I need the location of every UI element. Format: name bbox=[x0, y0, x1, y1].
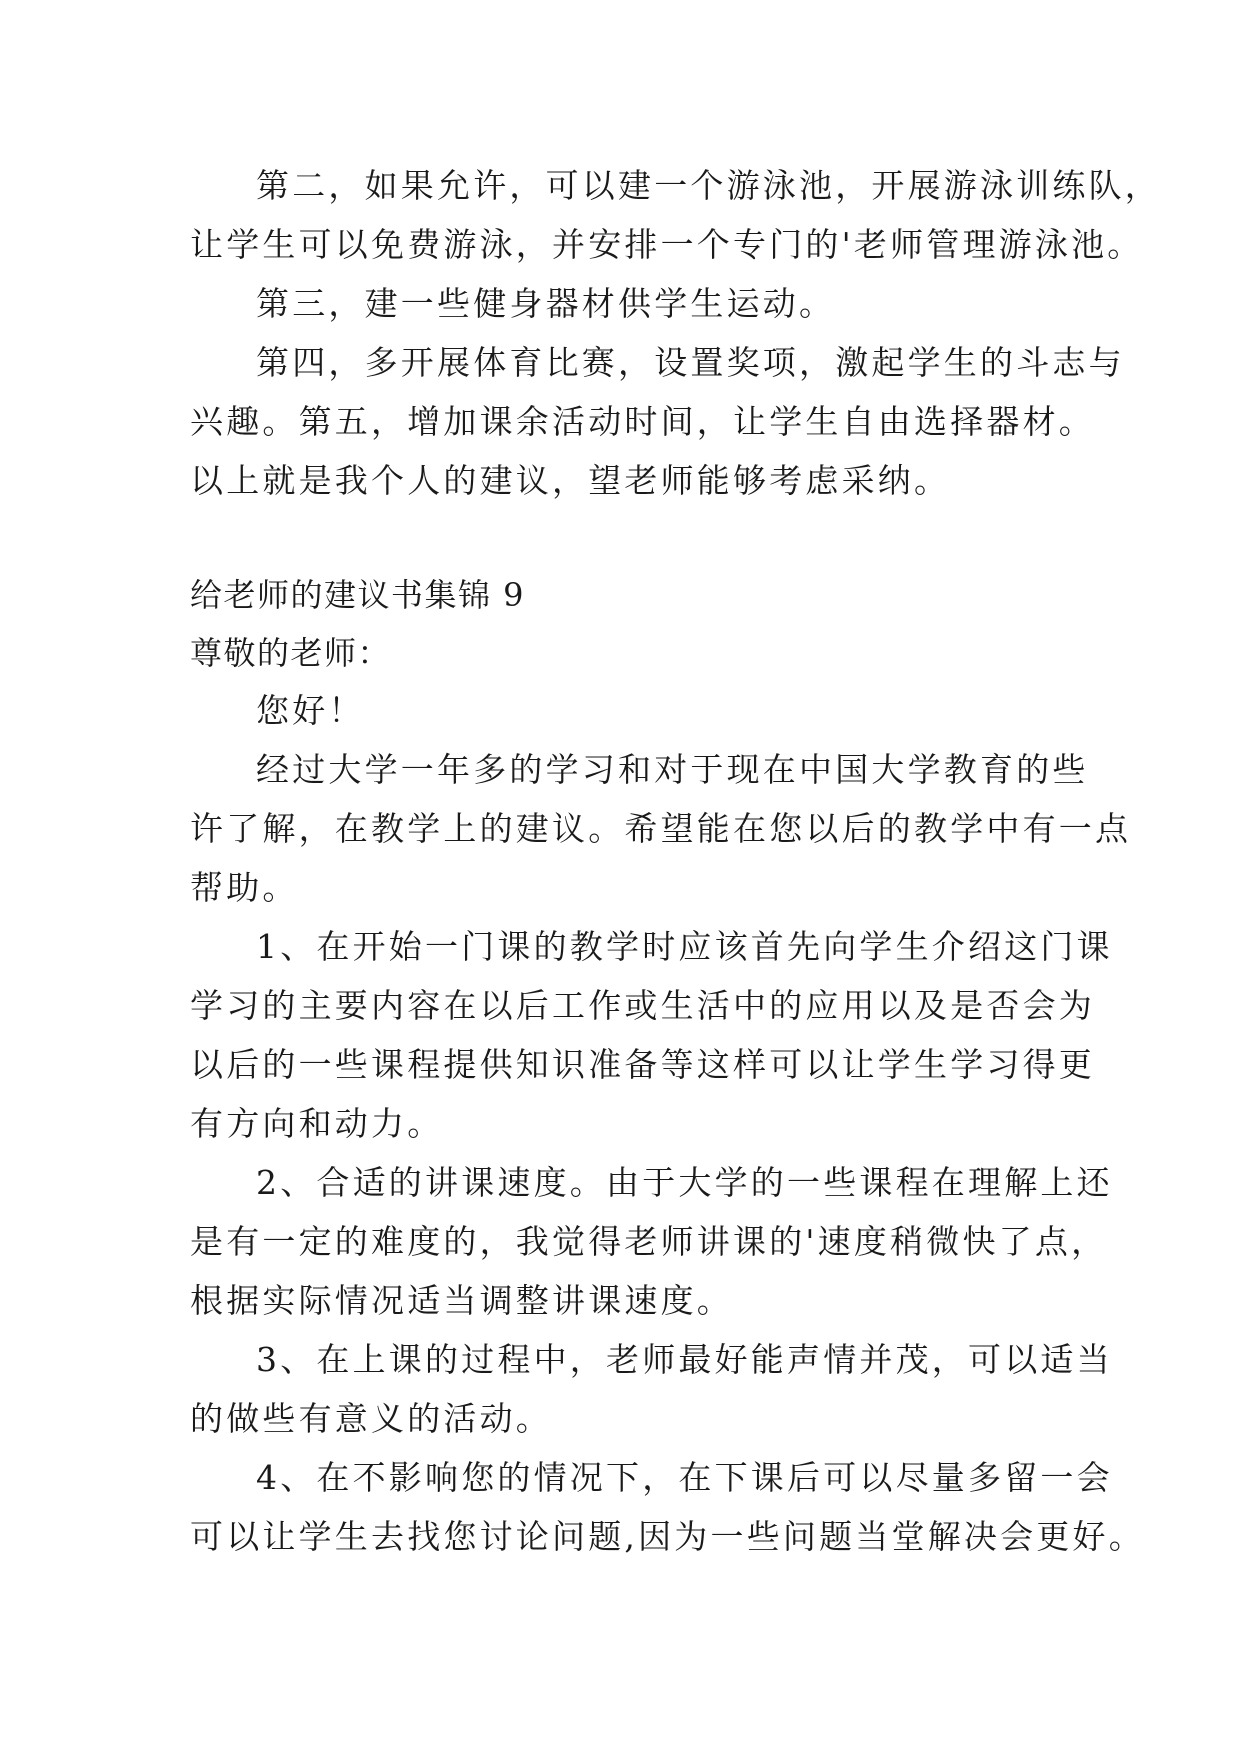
paragraph-line: 第三，建一些健身器材供学生运动。 bbox=[256, 284, 836, 323]
paragraph-line: 让学生可以免费游泳，并安排一个专门的'老师管理游泳池。 bbox=[190, 225, 1144, 264]
greeting: 您好！ bbox=[256, 691, 365, 730]
paragraph-line: 许了解，在教学上的建议。希望能在您以后的教学中有一点 bbox=[190, 809, 1132, 848]
list-item-line: 3、在上课的过程中，老师最好能声情并茂，可以适当 bbox=[256, 1340, 1113, 1379]
list-item-line: 是有一定的难度的，我觉得老师讲课的'速度稍微快了点， bbox=[190, 1222, 1108, 1261]
list-item-line: 学习的主要内容在以后工作或生活中的应用以及是否会为 bbox=[190, 986, 1095, 1025]
list-item-line: 1、在开始一门课的教学时应该首先向学生介绍这门课 bbox=[256, 927, 1113, 966]
paragraph-line: 兴趣。第五，增加课余活动时间，让学生自由选择器材。 bbox=[190, 402, 1095, 441]
paragraph-line: 以上就是我个人的建议，望老师能够考虑采纳。 bbox=[190, 461, 951, 500]
paragraph-line: 第二，如果允许，可以建一个游泳池，开展游泳训练队， bbox=[256, 166, 1161, 205]
list-item-line: 根据实际情况适当调整讲课速度。 bbox=[190, 1281, 733, 1320]
salutation: 尊敬的老师： bbox=[190, 634, 392, 672]
list-item-line: 有方向和动力。 bbox=[190, 1104, 444, 1143]
list-item-line: 4、在不影响您的情况下，在下课后可以尽量多留一会 bbox=[256, 1458, 1113, 1497]
list-item-line: 以后的一些课程提供知识准备等这样可以让学生学习得更 bbox=[190, 1045, 1095, 1084]
list-item-line: 的做些有意义的活动。 bbox=[190, 1399, 552, 1438]
list-item-line: 可以让学生去找您讨论问题,因为一些问题当堂解决会更好。 bbox=[190, 1517, 1145, 1556]
list-item-line: 2、合适的讲课速度。由于大学的一些课程在理解上还 bbox=[256, 1163, 1113, 1202]
paragraph-line: 经过大学一年多的学习和对于现在中国大学教育的些 bbox=[256, 750, 1089, 789]
paragraph-line: 帮助。 bbox=[190, 868, 299, 907]
paragraph-line: 第四，多开展体育比赛，设置奖项，激起学生的斗志与 bbox=[256, 343, 1125, 382]
section-title: 给老师的建议书集锦 9 bbox=[190, 576, 526, 614]
